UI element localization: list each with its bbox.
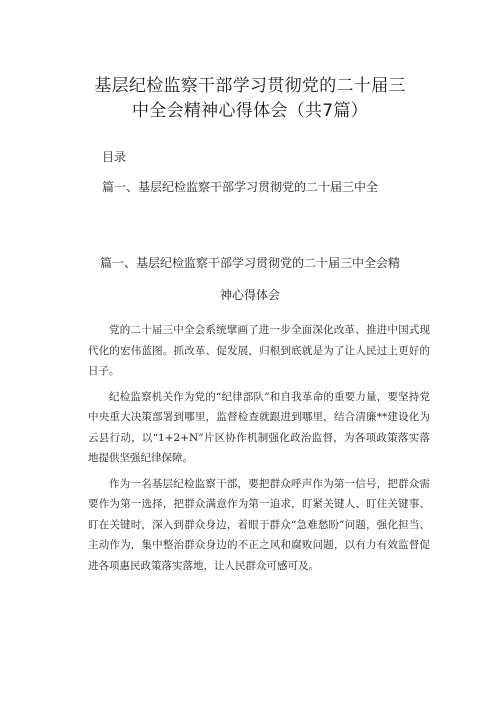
body-paragraph: 党的二十届三中全会系统擘画了进一步全面深化改革、推进中国式现代化的宏伟蓝图。抓改革、促发展，归根到底就是为了让人民过上更好的日子。	[88, 324, 430, 377]
section-title-line-2: 神心得体会	[219, 288, 280, 302]
toc-item[interactable]: 篇一、基层纪检监察干部学习贯彻党的二十届三中全	[102, 180, 379, 194]
toc-heading: 目录	[102, 150, 127, 164]
body-paragraph: 纪检监察机关作为党的“纪律部队”和自我革命的重要力量，要坚持党中央重大决策部署到哪里，监督检查就跟进到哪里，结合清廉**建设化为云县行动，以“1+2+N”片区协作机制强化政治监督，为各项政策落实落地提供坚强纪律保障。	[88, 390, 430, 464]
section-body	[88, 320, 430, 581]
document-title	[40, 74, 460, 124]
document-title-line-1: 基层纪检监察干部学习贯彻党的二十届三	[94, 76, 406, 96]
body-paragraph: 作为一名基层纪检监察干部，要把群众呼声作为第一信号，把群众需要作为第一选择，把群众满意作为第一追求，盯紧关键人、盯住关键事、盯在关键时，深入到群众身边，着眼于群众“急难愁盼”问题，强化担当、主动作为，集中整治群众身边的不正之风和腐败问题，以有力有效监督促进各项惠民政策落实落地，让人民群众可感可及。	[88, 477, 430, 572]
section-title-line-1: 篇一、基层纪检监察干部学习贯彻党的二十届三中全会精	[99, 256, 400, 270]
document-title-line-2: 中全会精神心得体会（共7篇）	[131, 101, 368, 121]
section-title	[60, 247, 440, 311]
